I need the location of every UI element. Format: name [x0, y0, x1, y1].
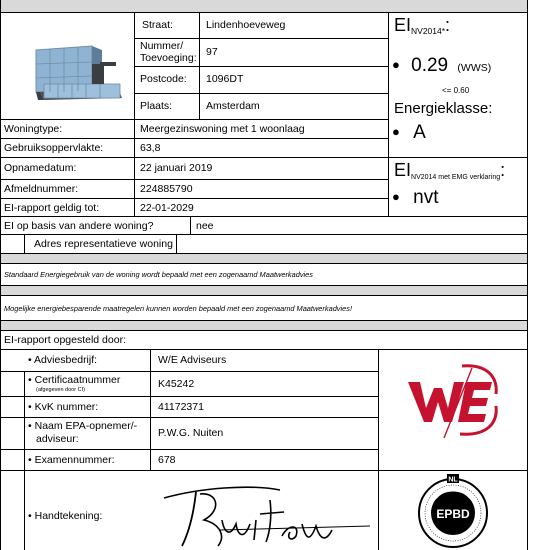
nummer-value: 97 [206, 46, 218, 58]
adviesbedrijf-label: • Adviesbedrijf: [28, 354, 98, 366]
certificaat-label: • Certificaatnummer [28, 374, 121, 386]
handtekening-label: • Handtekening: [28, 510, 103, 522]
adviesbedrijf-value: W/E Adviseurs [158, 354, 227, 366]
afmeldnummer-value: 224885790 [140, 183, 193, 195]
certificaat-value: K45242 [158, 378, 195, 390]
geldig-value: 22-01-2029 [140, 202, 194, 214]
examen-value: 678 [158, 454, 176, 466]
opnamedatum-value: 22 januari 2019 [140, 162, 213, 174]
report-header: EI-rapport opgesteld door: [4, 334, 126, 346]
woningtype-value: Meergezinswoning met 1 woonlaag [140, 123, 305, 135]
ei-value-row: ● 0.29 (WWS) [392, 55, 492, 76]
note-standaard: Standaard Energiegebruik van de woning wordt bepaald met een zogenaamd Maatwerkadvies [4, 270, 313, 279]
separator-band-2 [0, 285, 528, 295]
gebruiksoppervlakte-label: Gebruiksoppervlakte: [4, 142, 104, 154]
building-illustration [30, 42, 126, 102]
naam-label-line2: adviseur: [36, 433, 79, 445]
signature [160, 480, 370, 550]
ei-unit: (WWS) [457, 62, 492, 74]
energieklasse-row: ● A [392, 122, 426, 143]
top-band [0, 0, 528, 12]
kvk-value: 41172371 [158, 401, 204, 413]
andere-woning-label: EI op basis van andere woning? [4, 220, 154, 232]
separator-band-1 [0, 253, 528, 263]
plaats-value: Amsterdam [206, 100, 260, 112]
svg-text:NL: NL [448, 476, 458, 484]
ei-emg-value: nvt [413, 187, 439, 208]
afmeldnummer-label: Afmeldnummer: [4, 183, 79, 195]
note-maatregelen: Mogelijke energiebesparende maatregelen kunnen worden bepaald met een zogenaamd Maatwerkadvies! [4, 304, 352, 313]
straat-value: Lindenhoeveweg [206, 19, 286, 31]
plaats-label: Plaats: [140, 100, 173, 112]
naam-label-line1: • Naam EPA-opnemer/- [28, 420, 138, 432]
ei-emg-row: ● nvt [392, 187, 439, 208]
examen-label: • Examennummer: [28, 454, 115, 466]
kvk-label: • KvK nummer: [28, 401, 99, 413]
woningtype-label: Woningtype: [4, 123, 63, 135]
opnamedatum-label: Opnamedatum: [4, 162, 77, 174]
ei-emg-title: EINV2014 met EMG verklaring: [394, 160, 506, 181]
ei-value: 0.29 [411, 55, 449, 76]
energieklasse-label: Energieklasse: [394, 100, 493, 117]
nummer-label-line1: Nummer/ [140, 40, 184, 52]
postcode-label: Postcode: [140, 73, 187, 85]
adres-representatief-label: Adres representatieve woning [34, 238, 173, 250]
gebruiksoppervlakte-value: 63,8 [140, 142, 161, 154]
ei-title: $EI_{NV2014*}$: [394, 15, 451, 36]
svg-text:EPBD: EPBD [436, 507, 470, 521]
certificaat-sublabel: (afgegeven door CI) [36, 387, 85, 393]
straat-label: Straat: [142, 19, 173, 31]
naam-value: P.W.G. Nuiten [158, 427, 224, 439]
andere-woning-value: nee [196, 220, 214, 232]
epbd-logo [414, 472, 492, 550]
geldig-label: EI-rapport geldig tot: [4, 202, 100, 214]
we-logo [402, 360, 502, 440]
nummer-label-line2: Toevoeging: [140, 52, 197, 64]
energieklasse-value: A [413, 122, 426, 143]
ei-threshold: <= 0.60 [442, 86, 470, 95]
separator-band-3 [0, 320, 528, 330]
postcode-value: 1096DT [206, 73, 244, 85]
